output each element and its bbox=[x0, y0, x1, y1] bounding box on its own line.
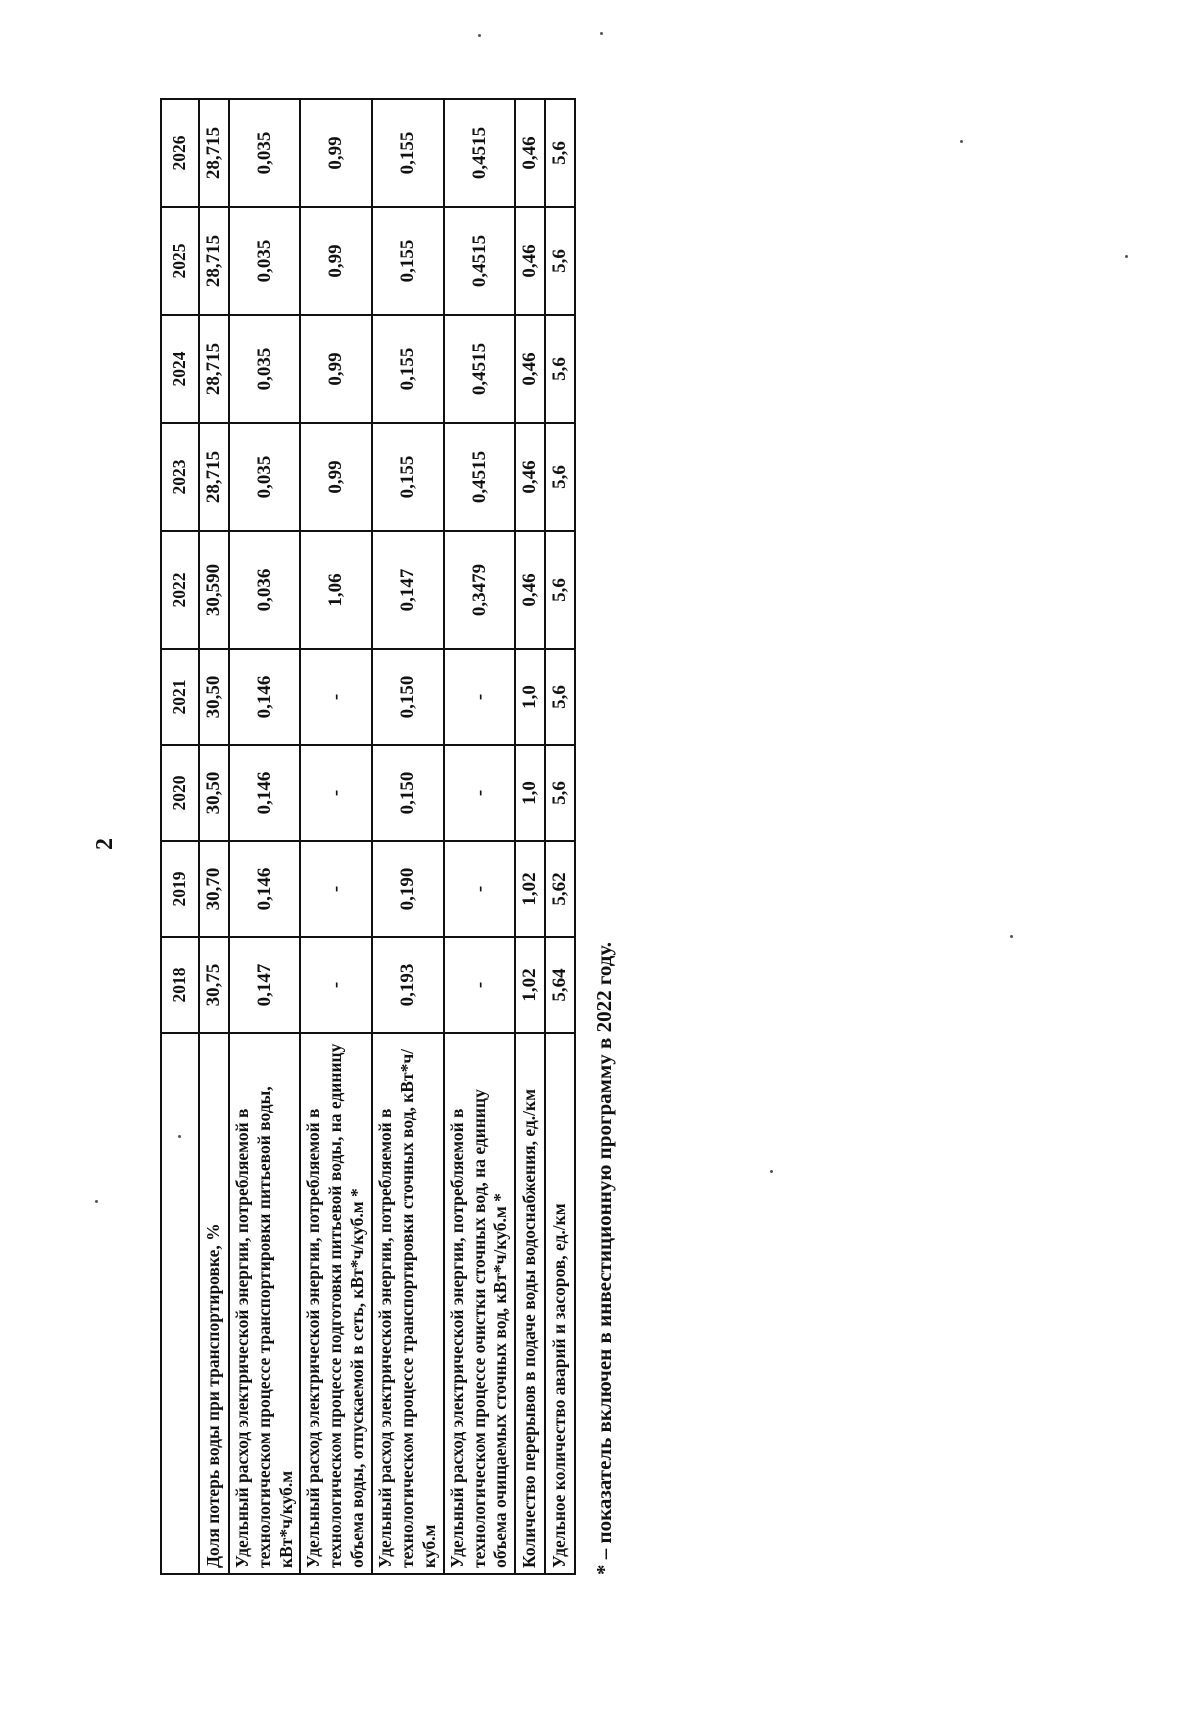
scan-speck bbox=[600, 32, 603, 35]
table-row bbox=[545, 99, 575, 1574]
table-cell: - bbox=[444, 841, 516, 937]
scan-speck bbox=[770, 1170, 773, 1173]
table-cell: 5,6 bbox=[545, 745, 575, 841]
year-header: 2026 bbox=[161, 99, 199, 207]
table-cell: 0,035 bbox=[229, 99, 301, 207]
table-cell: 5,6 bbox=[545, 423, 575, 531]
scan-speck bbox=[960, 140, 963, 143]
year-header: 2022 bbox=[161, 531, 199, 649]
table-cell: 0,147 bbox=[229, 937, 301, 1033]
table-cell: 5,6 bbox=[545, 99, 575, 207]
table-cell: - bbox=[300, 745, 372, 841]
table-cell: 0,99 bbox=[300, 315, 372, 423]
table-cell: 28,715 bbox=[199, 99, 229, 207]
table-cell: - bbox=[300, 841, 372, 937]
row-label: Количество перерывов в подаче воды водоснабжения, ед./км bbox=[515, 1033, 545, 1574]
table-cell: 0,99 bbox=[300, 423, 372, 531]
table-cell: 0,155 bbox=[372, 207, 444, 315]
table-cell: 0,155 bbox=[372, 315, 444, 423]
table-cell: 0,150 bbox=[372, 649, 444, 745]
table-cell: 0,155 bbox=[372, 423, 444, 531]
page-number: 2 bbox=[92, 838, 118, 850]
scan-speck bbox=[95, 1200, 98, 1203]
table-cell: - bbox=[444, 937, 516, 1033]
table-cell: 30,70 bbox=[199, 841, 229, 937]
year-header: 2019 bbox=[161, 841, 199, 937]
table-row bbox=[515, 99, 545, 1574]
table-cell: 30,75 bbox=[199, 937, 229, 1033]
year-header: 2023 bbox=[161, 423, 199, 531]
row-label: Удельное количество аварий и засоров, ед./км bbox=[545, 1033, 575, 1574]
table-row bbox=[444, 99, 516, 1574]
header-blank-cell bbox=[161, 1033, 199, 1574]
table-cell: 1,02 bbox=[515, 937, 545, 1033]
table-cell: 0,150 bbox=[372, 745, 444, 841]
year-header: 2018 bbox=[161, 937, 199, 1033]
table-cell: 5,64 bbox=[545, 937, 575, 1033]
table-cell: 5,6 bbox=[545, 207, 575, 315]
table-cell: 0,147 bbox=[372, 531, 444, 649]
table-cell: 0,4515 bbox=[444, 315, 516, 423]
table-cell: 5,6 bbox=[545, 315, 575, 423]
table-cell: 0,46 bbox=[515, 423, 545, 531]
table-cell: 5,62 bbox=[545, 841, 575, 937]
table-row bbox=[372, 99, 444, 1574]
year-header: 2024 bbox=[161, 315, 199, 423]
table-cell: 0,035 bbox=[229, 423, 301, 531]
scan-speck bbox=[478, 34, 481, 37]
table-cell: 0,46 bbox=[515, 315, 545, 423]
row-label: Доля потерь воды при транспортировке, % bbox=[199, 1033, 229, 1574]
table-cell: 1,06 bbox=[300, 531, 372, 649]
rotated-content bbox=[160, 100, 720, 1575]
table-cell: - bbox=[300, 937, 372, 1033]
indicators-table bbox=[160, 98, 576, 1575]
table-cell: - bbox=[444, 649, 516, 745]
table-cell: - bbox=[444, 745, 516, 841]
table-cell: 0,155 bbox=[372, 99, 444, 207]
table-cell: 1,02 bbox=[515, 841, 545, 937]
table-row bbox=[300, 99, 372, 1574]
table-cell: 30,50 bbox=[199, 649, 229, 745]
row-label: Удельный расход электрической энергии, потребляемой в технологическом процессе подготовки питьевой воды, на единицу объема воды, отпускаемой в сеть, кВт*ч/куб.м * bbox=[300, 1033, 372, 1574]
table-row bbox=[199, 99, 229, 1574]
table-header-row bbox=[161, 99, 199, 1574]
table-row bbox=[229, 99, 301, 1574]
table-cell: 0,4515 bbox=[444, 423, 516, 531]
table-cell: 0,035 bbox=[229, 315, 301, 423]
table-cell: 0,3479 bbox=[444, 531, 516, 649]
year-header: 2020 bbox=[161, 745, 199, 841]
scan-speck bbox=[178, 1135, 181, 1138]
table-cell: 28,715 bbox=[199, 423, 229, 531]
table-cell: 0,035 bbox=[229, 207, 301, 315]
table-cell: 5,6 bbox=[545, 649, 575, 745]
year-header: 2021 bbox=[161, 649, 199, 745]
table-cell: 0,99 bbox=[300, 99, 372, 207]
table-cell: 0,99 bbox=[300, 207, 372, 315]
table-cell: 1,0 bbox=[515, 745, 545, 841]
footnote: * – показатель включен в инвестиционную программу в 2022 году. bbox=[591, 941, 616, 1575]
table-cell: 28,715 bbox=[199, 207, 229, 315]
year-header: 2025 bbox=[161, 207, 199, 315]
row-label: Удельный расход электрической энергии, потребляемой в технологическом процессе транспортировки сточных вод, кВт*ч/куб.м bbox=[372, 1033, 444, 1574]
table-cell: - bbox=[300, 649, 372, 745]
scan-speck bbox=[1125, 255, 1128, 258]
table-cell: 30,50 bbox=[199, 745, 229, 841]
scan-speck bbox=[1010, 935, 1013, 938]
table-cell: 30,590 bbox=[199, 531, 229, 649]
table-cell: 0,46 bbox=[515, 99, 545, 207]
table-cell: 0,46 bbox=[515, 207, 545, 315]
row-label: Удельный расход электрической энергии, потребляемой в технологическом процессе транспортировки питьевой воды, кВт*ч/куб.м bbox=[229, 1033, 301, 1574]
table-cell: 0,146 bbox=[229, 841, 301, 937]
table-cell: 0,193 bbox=[372, 937, 444, 1033]
table-cell: 0,4515 bbox=[444, 207, 516, 315]
table-cell: 0,4515 bbox=[444, 99, 516, 207]
table-cell: 0,190 bbox=[372, 841, 444, 937]
table-cell: 1,0 bbox=[515, 649, 545, 745]
table-cell: 28,715 bbox=[199, 315, 229, 423]
table-cell: 0,46 bbox=[515, 531, 545, 649]
table-cell: 0,146 bbox=[229, 649, 301, 745]
table-cell: 5,6 bbox=[545, 531, 575, 649]
row-label: Удельный расход электрической энергии, потребляемой в технологическом процессе очистки сточных вод, на единицу объема очищаемых сточных вод, кВт*ч/куб.м * bbox=[444, 1033, 516, 1574]
table-cell: 0,146 bbox=[229, 745, 301, 841]
table-cell: 0,036 bbox=[229, 531, 301, 649]
